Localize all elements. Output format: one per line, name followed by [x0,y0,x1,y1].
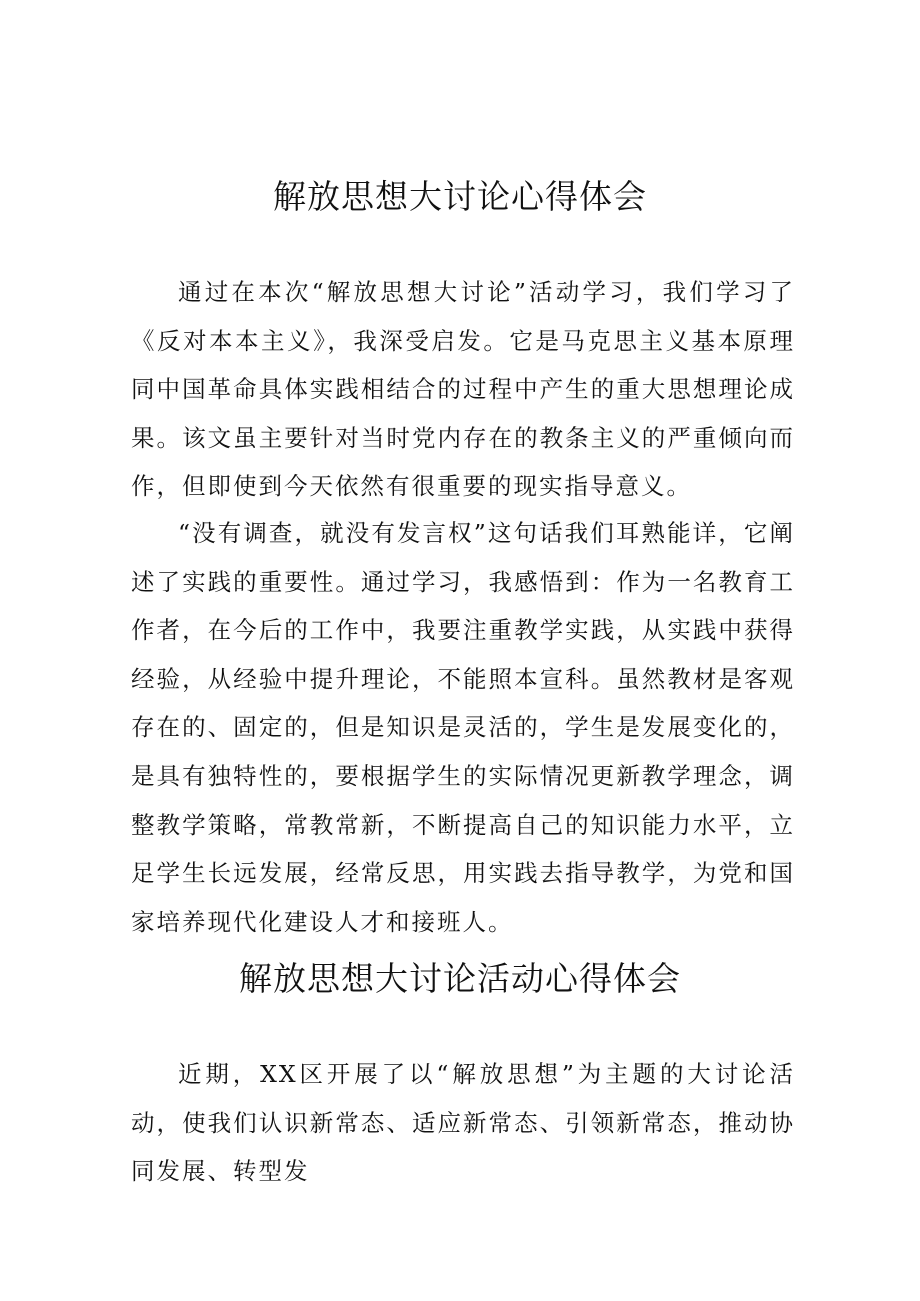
section-title: 解放思想大讨论活动心得体会 [239,959,681,998]
body-paragraph: 近期，XX区开展了以“解放思想”为主题的大讨论活动，使我们认识新常态、适应新常态、引领新常态，推动协同发展、转型发 [131,1060,795,1186]
section-title: 解放思想大讨论心得体会 [273,177,647,216]
body-paragraph: 通过在本次“解放思想大讨论”活动学习，我们学习了《反对本本主义》，我深受启发。它是马克思主义基本原理同中国革命具体实践相结合的过程中产生的重大思想理论成果。该文虽主要针对当时党内存在的教条主义的严重倾向而作，但即使到今天依然有很重要的现实指导意义。 [131,278,795,501]
body-paragraph: “没有调查，就没有发言权”这句话我们耳熟能详，它阐述了实践的重要性。通过学习，我感悟到：作为一名教育工作者，在今后的工作中，我要注重教学实践，从实践中获得经验，从经验中提升理论，不能照本宣科。虽然教材是客观存在的、固定的，但是知识是灵活的，学生是发展变化的，是具有独特性的，要根据学生的实际情况更新教学理念，调整教学策略，常教常新，不断提高自己的知识能力水平，立足学生长远发展，经常反思，用实践去指导教学，为党和国家培养现代化建设人才和接班人。 [131,519,795,936]
